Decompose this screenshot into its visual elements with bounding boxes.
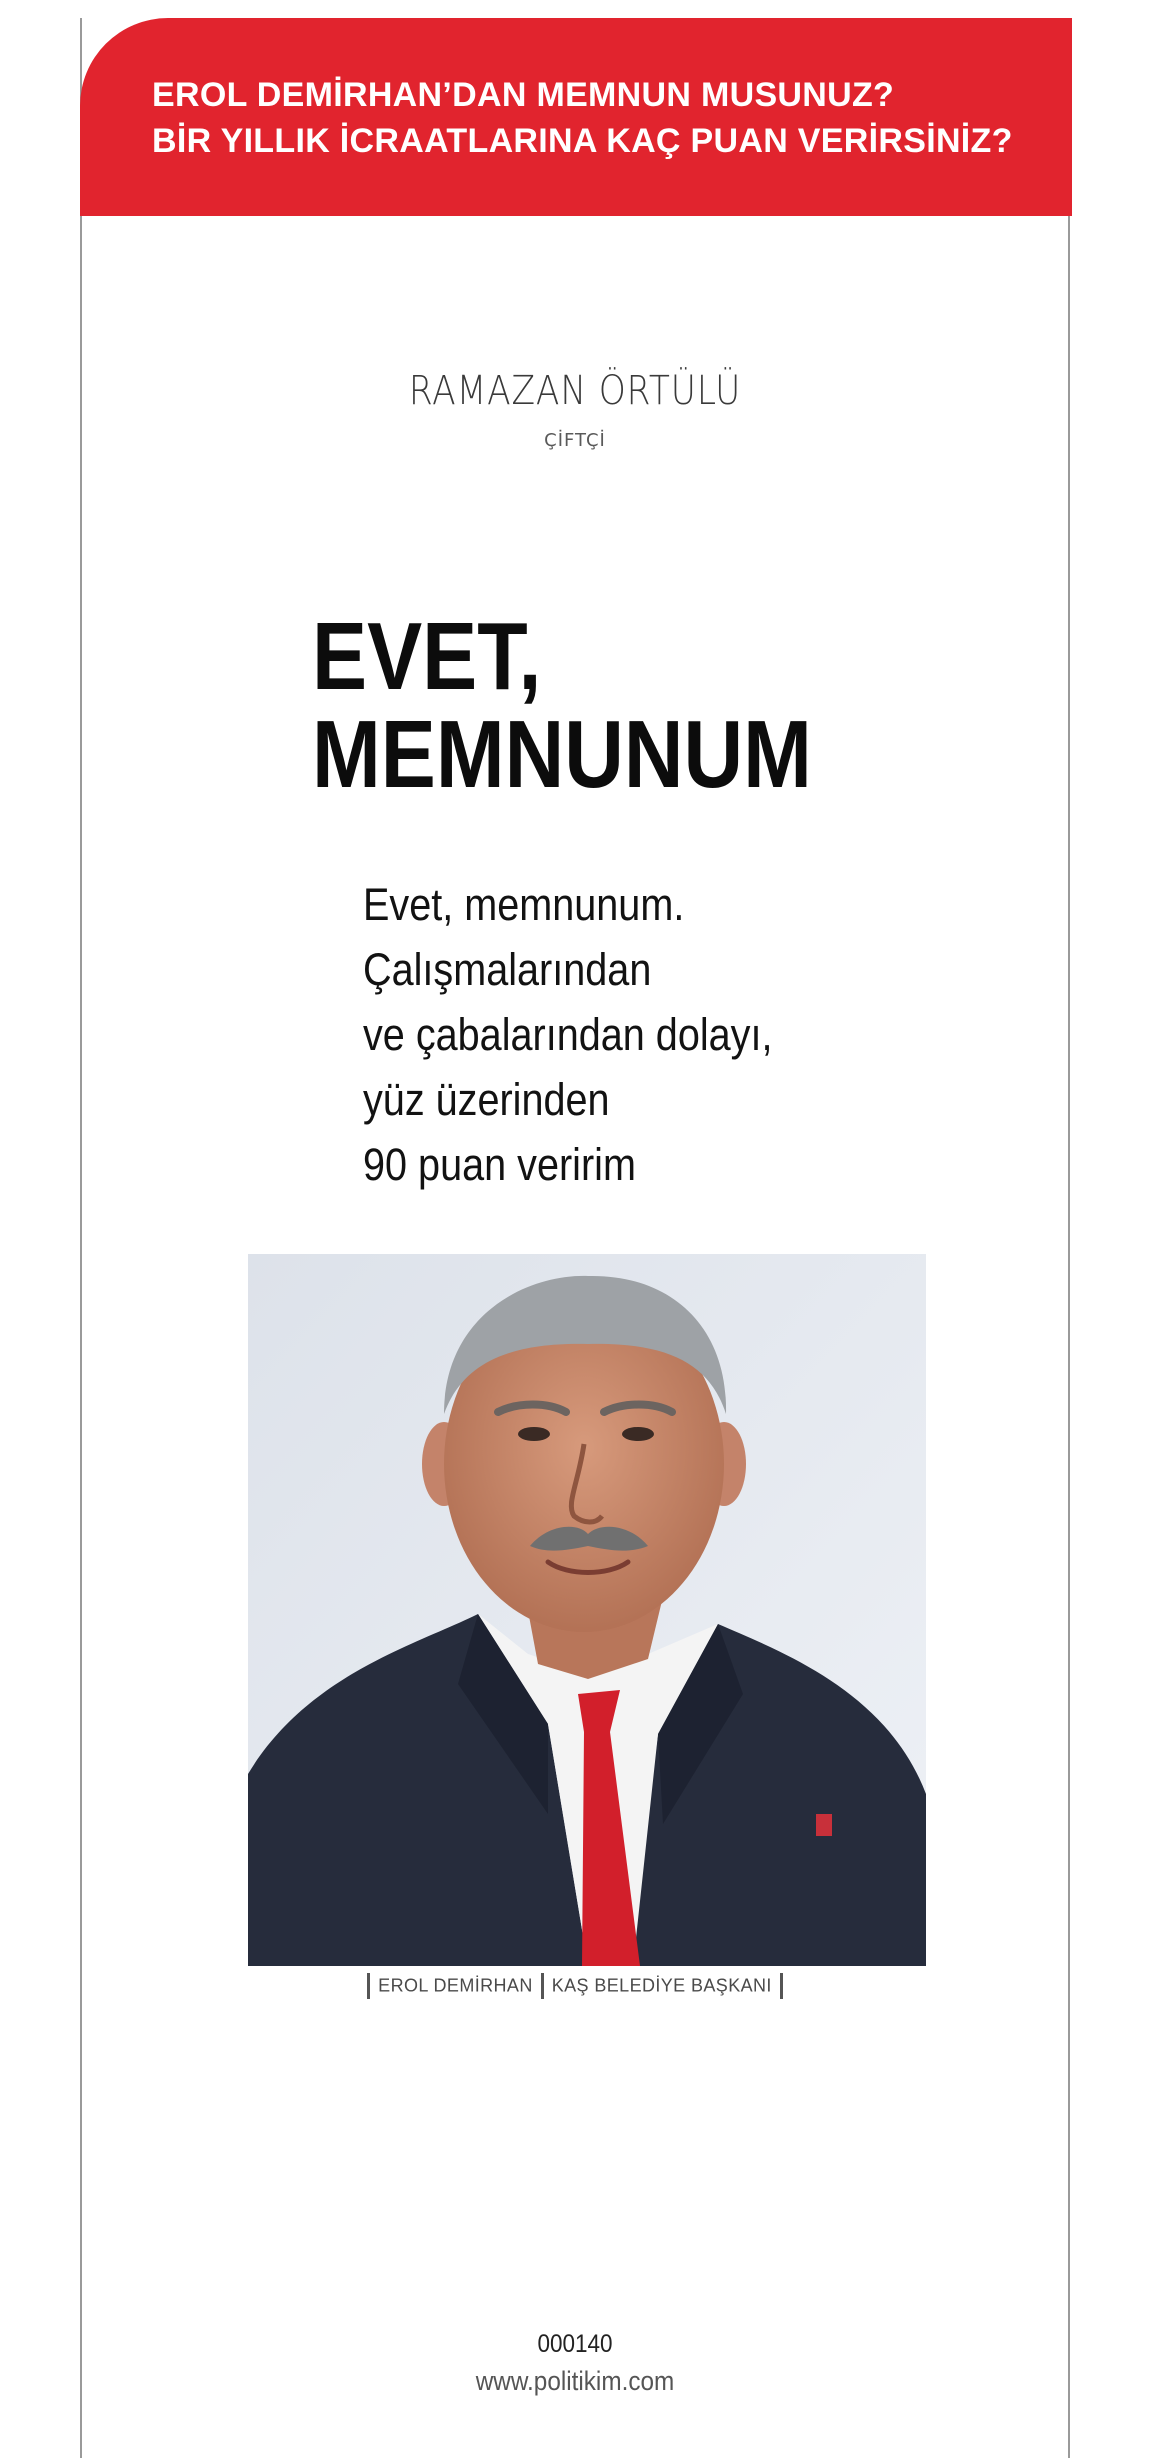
- answer-headline: [312, 603, 914, 808]
- banner-question-line-2: BİR YILLIK İCRAATLARINA KAÇ PUAN VERİRSİNİZ?: [152, 122, 1013, 160]
- quote-line-1: Evet, memnunum.: [363, 879, 685, 930]
- respondent-occupation: ÇİFTÇİ: [544, 430, 606, 451]
- quote-line-4: yüz üzerinden: [363, 1074, 610, 1125]
- portrait-illustration: [248, 1254, 926, 1966]
- quote-line-5: 90 puan veririm: [363, 1139, 636, 1190]
- caption-divider: [541, 1973, 544, 1999]
- respondent-quote: [363, 872, 909, 1197]
- respondent-name: RAMAZAN ÖRTÜLÜ: [408, 368, 742, 414]
- caption-divider: [780, 1973, 783, 1999]
- headline-line-1: EVET,: [312, 603, 542, 710]
- photo-caption: [0, 1973, 1150, 1999]
- caption-role: KAŞ BELEDİYE BAŞKANI: [551, 1975, 772, 1996]
- headline-line-2: MEMNUNUM: [312, 701, 812, 808]
- mayor-portrait-photo: [248, 1254, 926, 1966]
- caption-name: EROL DEMİRHAN: [378, 1975, 533, 1996]
- quote-line-2: Çalışmalarından: [363, 944, 652, 995]
- caption-divider: [367, 1973, 370, 1999]
- banner-question-line-1: EROL DEMİRHAN’DAN MEMNUN MUSUNUZ?: [152, 76, 895, 114]
- survey-question-banner: [80, 18, 1072, 216]
- quote-line-3: ve çabalarından dolayı,: [363, 1009, 773, 1060]
- reference-code: 000140: [537, 2330, 613, 2358]
- website-link[interactable]: www.politikim.com: [475, 2366, 675, 2396]
